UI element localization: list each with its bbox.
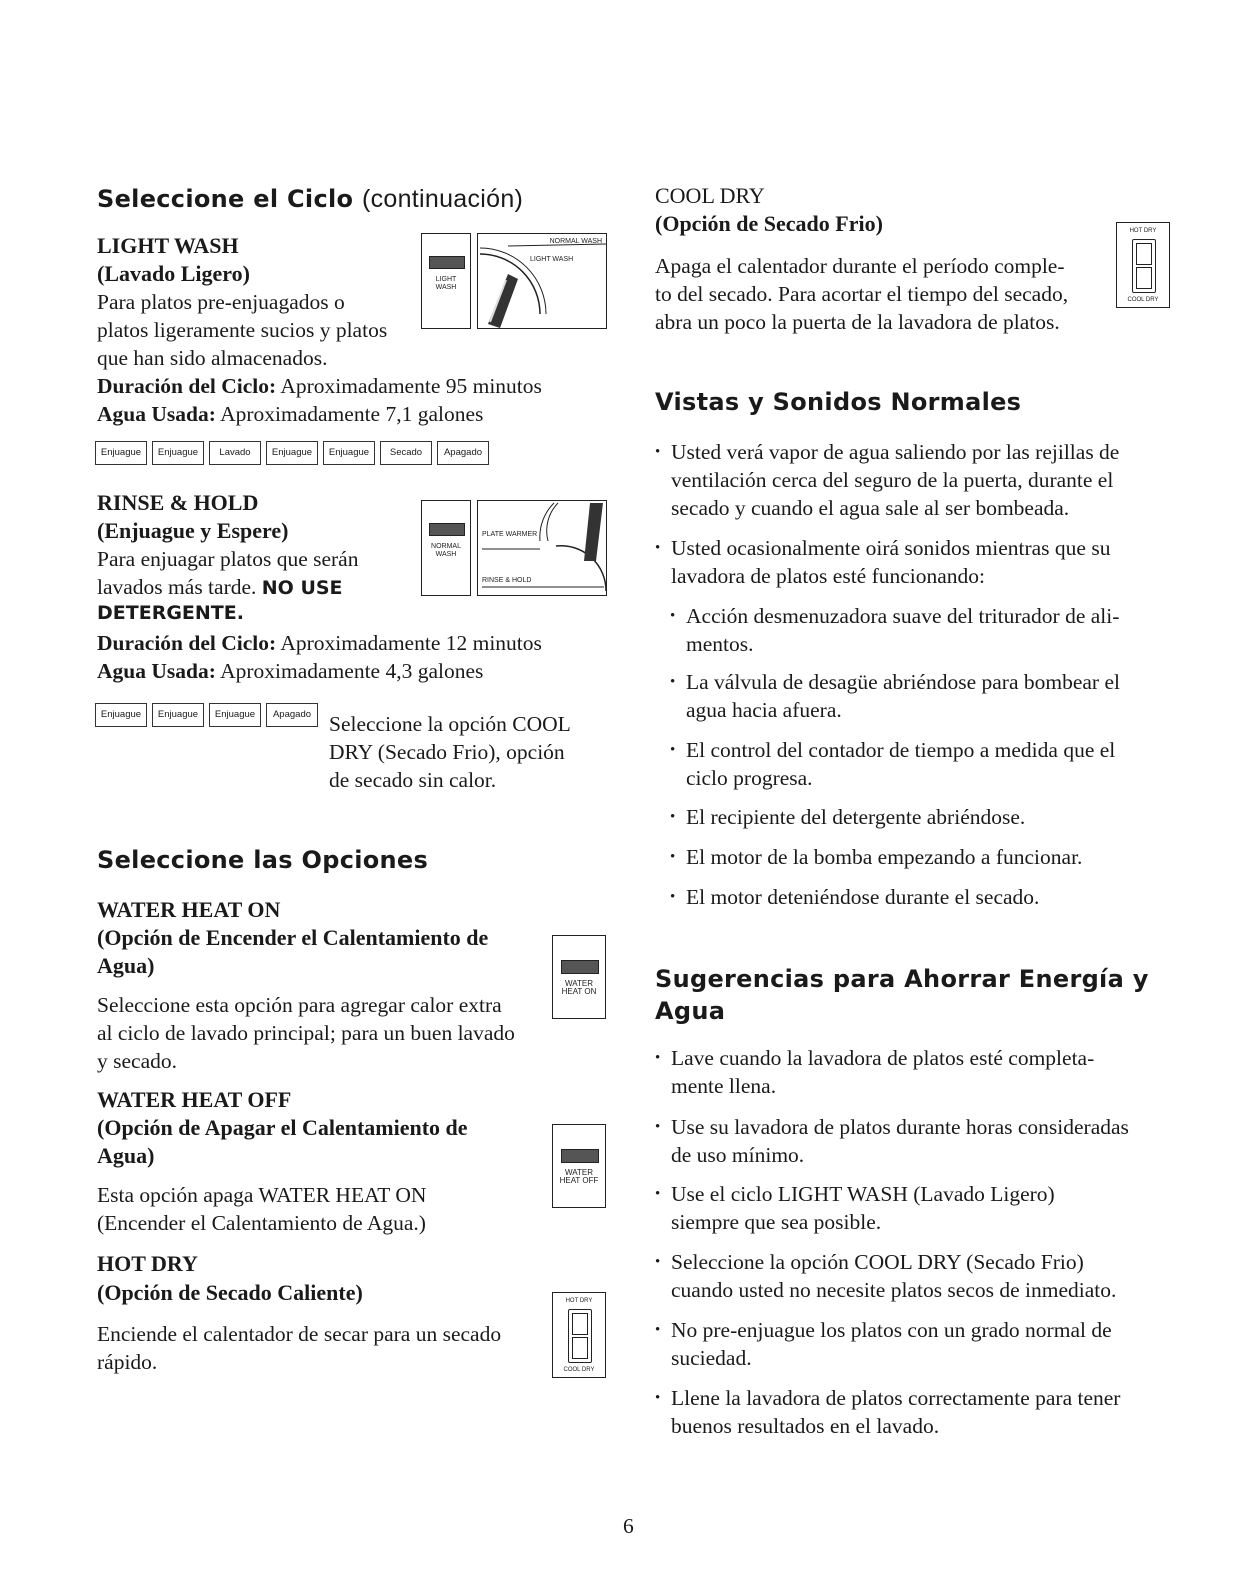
hot-dry-rocker-icon: HOT DRY COOL DRY bbox=[552, 1292, 606, 1378]
cycle-step: Enjuague bbox=[266, 441, 318, 465]
energy-tip-1: • Lave cuando la lavadora de platos esté completa- mente llena. bbox=[655, 1044, 1094, 1100]
rinse-hold-water: Agua Usada: Aproximadamente 4,3 galones bbox=[97, 659, 484, 683]
rinse-hold-duration: Duración del Ciclo: Aproximadamente 12 minutos bbox=[97, 631, 542, 655]
cool-dry-heading: COOL DRY bbox=[655, 183, 765, 208]
light-wash-button-icon: LIGHT WASH bbox=[421, 233, 471, 329]
sound-item-1: • Acción desmenuzadora suave del triturador de ali- mentos. bbox=[670, 602, 1119, 658]
light-wash-desc-3: que han sido almacenados. bbox=[97, 346, 328, 370]
rinse-hold-desc-2: lavados más tarde. NO USE bbox=[97, 575, 343, 599]
sights-bullet-1: • Usted verá vapor de agua saliendo por las rejillas de ventilación cerca del seguro de la puerta, durante el secado y cuando el agua sale al ser bombeada. bbox=[655, 438, 1119, 522]
water-heat-on-heading: WATER HEAT ON bbox=[97, 897, 281, 922]
sound-item-5: • El motor de la bomba empezando a funcionar. bbox=[670, 843, 1082, 871]
rinse-hold-heading: RINSE & HOLD bbox=[97, 490, 259, 515]
cycle-step: Enjuague bbox=[152, 441, 204, 465]
energy-tip-3: • Use el ciclo LIGHT WASH (Lavado Ligero) siempre que sea posible. bbox=[655, 1180, 1055, 1236]
cool-dry-desc-1: Apaga el calentador durante el período comple- bbox=[655, 254, 1065, 278]
energy-tip-5: • No pre-enjuague los platos con un grado normal de suciedad. bbox=[655, 1316, 1112, 1372]
water-heat-on-button-icon: WATER HEAT ON bbox=[552, 935, 606, 1019]
hot-dry-heading: HOT DRY bbox=[97, 1251, 198, 1276]
light-wash-subheading: (Lavado Ligero) bbox=[97, 261, 250, 286]
sound-item-6: • El motor deteniéndose durante el secado. bbox=[670, 883, 1039, 911]
rinse-hold-dial-icon: PLATE WARMER RINSE & HOLD bbox=[477, 500, 607, 596]
cool-dry-subheading: (Opción de Secado Frio) bbox=[655, 211, 883, 236]
rinse-hold-subheading: (Enjuague y Espere) bbox=[97, 518, 289, 543]
sound-item-2: • La válvula de desagüe abriéndose para bombear el agua hacia afuera. bbox=[670, 668, 1120, 724]
cycle-step: Apagado bbox=[266, 703, 318, 727]
section-title-energy-tips-2: Agua bbox=[655, 997, 726, 1025]
cool-dry-rocker-icon: HOT DRY COOL DRY bbox=[1116, 222, 1170, 308]
water-heat-on-desc-3: y secado. bbox=[97, 1049, 177, 1073]
cycle-step: Enjuague bbox=[323, 441, 375, 465]
cool-dry-desc-2: to del secado. Para acortar el tiempo del secado, bbox=[655, 282, 1069, 306]
section-title-select-cycle: Seleccione el Ciclo (continuación) bbox=[97, 185, 524, 213]
section-title-select-options: Seleccione las Opciones bbox=[97, 846, 429, 874]
water-heat-off-heading: WATER HEAT OFF bbox=[97, 1087, 292, 1112]
energy-tip-2: • Use su lavadora de platos durante horas consideradas de uso mínimo. bbox=[655, 1113, 1129, 1169]
cycle-step: Enjuague bbox=[152, 703, 204, 727]
light-wash-desc-2: platos ligeramente sucios y platos bbox=[97, 318, 388, 342]
rinse-hold-desc-1: Para enjuagar platos que serán bbox=[97, 547, 359, 571]
normal-wash-button-icon: NORMAL WASH bbox=[421, 500, 471, 596]
water-heat-off-subheading: (Opción de Apagar el Calentamiento de bbox=[97, 1115, 468, 1140]
cool-dry-desc-3: abra un poco la puerta de la lavadora de platos. bbox=[655, 310, 1060, 334]
cool-dry-note-1: Seleccione la opción COOL bbox=[329, 712, 571, 736]
cycle-step: Enjuague bbox=[95, 703, 147, 727]
cycle-dial-icon: NORMAL WASH LIGHT WASH bbox=[477, 233, 607, 329]
sights-bullet-2: • Usted ocasionalmente oirá sonidos mientras que su lavadora de platos esté funcionando: bbox=[655, 534, 1110, 590]
energy-tip-4: • Seleccione la opción COOL DRY (Secado Frio) cuando usted no necesite platos secos de inmediato. bbox=[655, 1248, 1116, 1304]
water-heat-off-desc-2: (Encender el Calentamiento de Agua.) bbox=[97, 1211, 426, 1235]
water-heat-on-desc-1: Seleccione esta opción para agregar calor extra bbox=[97, 993, 502, 1017]
water-heat-off-button-icon: WATER HEAT OFF bbox=[552, 1124, 606, 1208]
cycle-step: Lavado bbox=[209, 441, 261, 465]
page-number: 6 bbox=[623, 1514, 634, 1538]
hot-dry-subheading: (Opción de Secado Caliente) bbox=[97, 1280, 363, 1305]
cycle-step: Enjuague bbox=[95, 441, 147, 465]
water-heat-on-desc-2: al ciclo de lavado principal; para un buen lavado bbox=[97, 1021, 515, 1045]
light-wash-water: Agua Usada: Aproximadamente 7,1 galones bbox=[97, 402, 484, 426]
light-wash-desc-1: Para platos pre-enjuagados o bbox=[97, 290, 345, 314]
rinse-hold-cycle-steps bbox=[95, 703, 323, 727]
sound-item-3: • El control del contador de tiempo a medida que el ciclo progresa. bbox=[670, 736, 1115, 792]
hot-dry-desc-1: Enciende el calentador de secar para un secado bbox=[97, 1322, 502, 1346]
light-wash-heading: LIGHT WASH bbox=[97, 233, 239, 258]
hot-dry-desc-2: rápido. bbox=[97, 1350, 158, 1374]
section-title-sights-sounds: Vistas y Sonidos Normales bbox=[655, 388, 1022, 416]
cycle-step: Apagado bbox=[437, 441, 489, 465]
cycle-step: Enjuague bbox=[209, 703, 261, 727]
cool-dry-note-3: de secado sin calor. bbox=[329, 768, 497, 792]
rinse-hold-warning: DETERGENTE. bbox=[97, 602, 244, 624]
water-heat-on-subheading: (Opción de Encender el Calentamiento de bbox=[97, 925, 489, 950]
water-heat-off-subheading-2: Agua) bbox=[97, 1143, 155, 1168]
water-heat-on-subheading-2: Agua) bbox=[97, 953, 155, 978]
light-wash-cycle-steps bbox=[95, 441, 494, 465]
section-title-energy-tips: Sugerencias para Ahorrar Energía y bbox=[655, 965, 1149, 993]
energy-tip-6: • Llene la lavadora de platos correctamente para tener buenos resultados en el lavado. bbox=[655, 1384, 1120, 1440]
sound-item-4: • El recipiente del detergente abriéndose. bbox=[670, 803, 1025, 831]
cool-dry-note-2: DRY (Secado Frio), opción bbox=[329, 740, 565, 764]
water-heat-off-desc-1: Esta opción apaga WATER HEAT ON bbox=[97, 1183, 427, 1207]
cycle-step: Secado bbox=[380, 441, 432, 465]
light-wash-duration: Duración del Ciclo: Aproximadamente 95 minutos bbox=[97, 374, 542, 398]
